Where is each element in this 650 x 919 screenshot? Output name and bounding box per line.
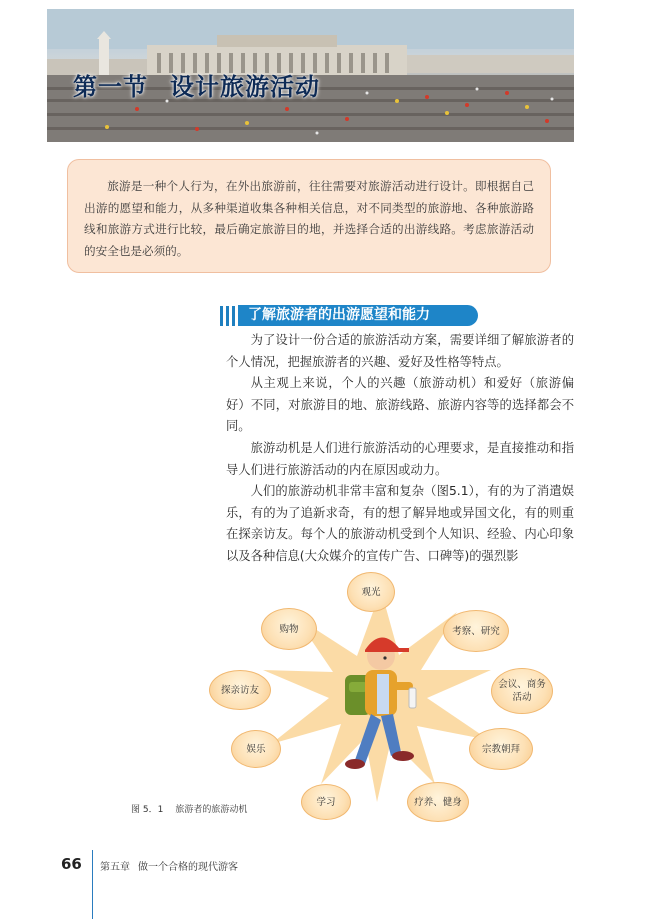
figure-travel-motivations xyxy=(195,570,565,820)
body-text xyxy=(226,330,574,568)
section-title-text: 设计旅游活动 xyxy=(170,72,320,101)
motivation-label: 考察、研究 xyxy=(452,625,500,637)
motivation-bubble xyxy=(301,784,351,820)
chapter-title: 做一个合格的现代游客 xyxy=(138,862,238,873)
page-number: 66 xyxy=(61,855,82,873)
motivation-label: 会议、商务活动 xyxy=(498,679,546,703)
motivation-label: 学习 xyxy=(316,796,336,808)
paragraph: 旅游动机是人们进行旅游活动的心理要求，是直接推动和指导人们进行旅游活动的内在原因或动力。 xyxy=(226,440,574,477)
figure-caption-text: 旅游者的旅游动机 xyxy=(175,805,248,815)
chapter-number: 第五章 xyxy=(100,862,130,873)
section-title xyxy=(73,67,320,102)
motivation-bubble xyxy=(347,572,395,612)
motivation-label: 娱乐 xyxy=(246,743,266,755)
section-heading-label: 了解旅游者的出游愿望和能力 xyxy=(238,305,478,326)
running-footer xyxy=(100,858,238,873)
paragraph: 为了设计一份合适的旅游活动方案，需要详细了解旅游者的个人情况，把握旅游者的兴趣、爱好及性格等特点。 xyxy=(226,333,574,369)
motivation-label: 宗教朝拜 xyxy=(481,743,520,755)
section-heading xyxy=(220,304,480,326)
motivation-label: 疗养、健身 xyxy=(414,796,462,808)
motivation-bubble xyxy=(209,670,271,710)
paragraph: 从主观上来说，个人的兴趣（旅游动机）和爱好（旅游偏好）不同，对旅游目的地、旅游线路、旅游内容等的选择都会不同。 xyxy=(226,376,574,434)
banner-photo xyxy=(47,9,574,142)
motivation-bubble xyxy=(261,608,317,650)
motivation-bubble xyxy=(443,610,509,652)
motivation-label: 观光 xyxy=(361,586,381,598)
motivation-bubble xyxy=(469,728,533,770)
intro-box xyxy=(67,159,551,273)
motivation-bubble xyxy=(491,668,553,714)
figure-caption xyxy=(131,802,247,815)
motivation-bubble xyxy=(231,730,281,768)
motivation-label: 探亲访友 xyxy=(220,684,259,696)
paragraph: 人们的旅游动机非常丰富和复杂（图5.1），有的为了消遣娱乐，有的为了追新求奇，有的想了解异地或异国文化，有的则重在探亲访友。每个人的旅游动机受到个人知识、经验、内心印象以及各种信息(大众媒介的宣传广告、口碑等)的强烈影 xyxy=(226,484,574,563)
heading-bars-decoration xyxy=(220,306,238,326)
section-number: 第一节 xyxy=(73,72,148,101)
motivation-label: 购物 xyxy=(279,623,299,635)
intro-text: 旅游是一种个人行为，在外出旅游前，往往需要对旅游活动进行设计。即根据自己出游的愿望和能力，从多种渠道收集各种相关信息，对不同类型的旅游地、各种旅游路线和旅游方式进行比较，最后确定旅游目的地，并选择合适的出游线路。考虑旅游活动的安全也是必须的。 xyxy=(84,179,534,258)
figure-number: 图 5．1 xyxy=(131,805,164,815)
motivation-bubble xyxy=(407,782,469,822)
footer-divider xyxy=(92,850,93,919)
